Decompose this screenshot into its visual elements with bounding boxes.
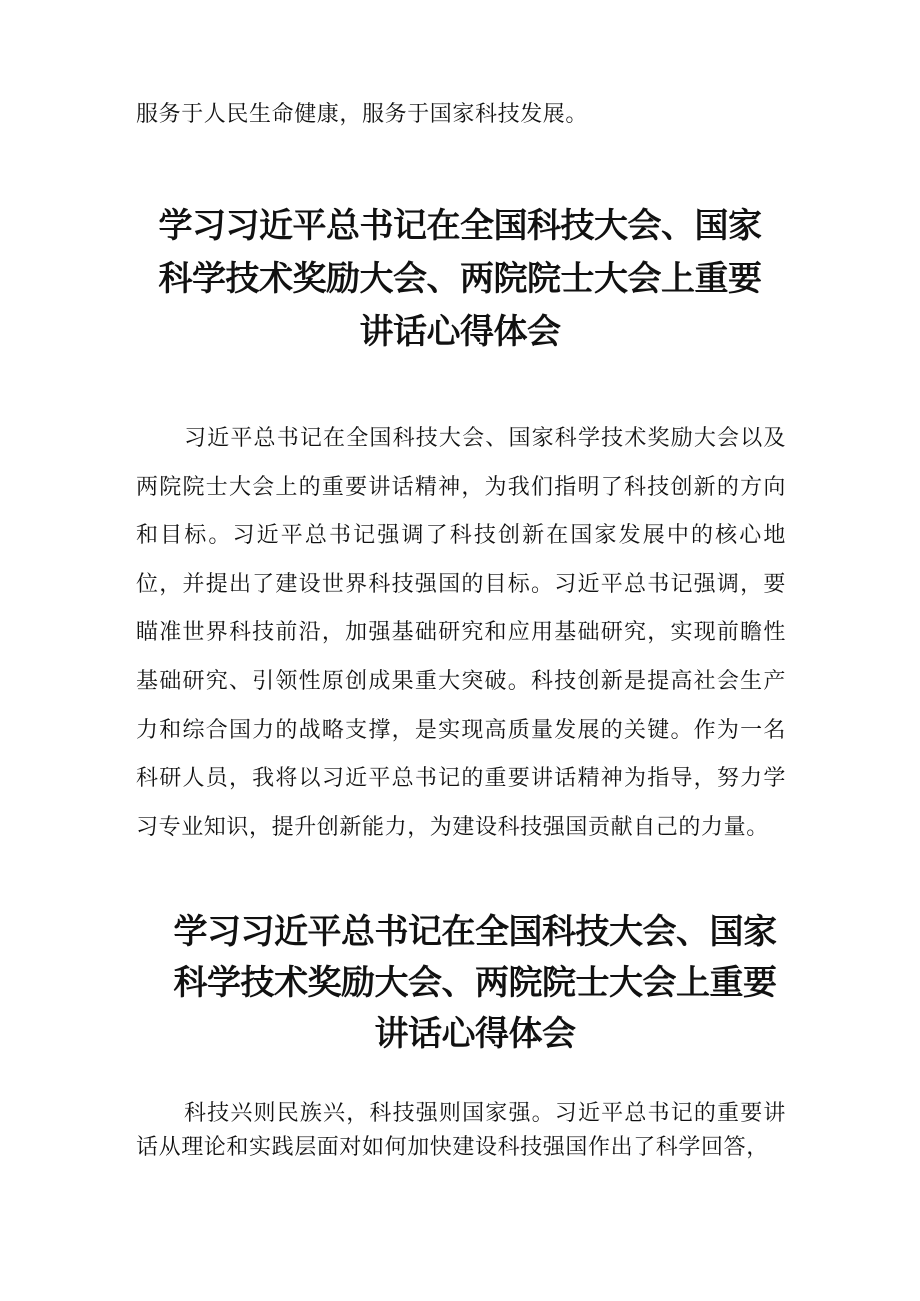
section-1-title bbox=[110, 200, 810, 359]
section-2-body: 科技兴则民族兴，科技强则国家强。习近平总书记的重要讲话从理论和实践层面对如何加快建设科技强国作出了科学回答， bbox=[136, 1101, 786, 1160]
section-2-title-line-2: 科学技术奖励大会、两院院士大会上重要 bbox=[173, 963, 777, 1003]
section-2-title-line-1: 学习习近平总书记在全国科技大会、国家 bbox=[173, 912, 777, 952]
section-1-body: 习近平总书记在全国科技大会、国家科学技术奖励大会以及两院院士大会上的重要讲话精神，为我们指明了科技创新的方向和目标。习近平总书记强调了科技创新在国家发展中的核心地位，并提出了建设世界科技强国的目标。习近平总书记强调，要瞄准世界科技前沿，加强基础研究和应用基础研究，实现前瞻性基础研究、引领性原创成果重大突破。科技创新是提高社会生产力和综合国力的战略支撑，是实现高质量发展的关键。作为一名科研人员，我将以习近平总书记的重要讲话精神为指导，努力学习专业知识，提升创新能力，为建设科技强国贡献自己的力量。 bbox=[136, 426, 786, 840]
section-2-title bbox=[125, 907, 825, 1060]
section-2-title-line-3: 讲话心得体会 bbox=[374, 1014, 576, 1054]
section-1-title-line-2: 科学技术奖励大会、两院院士大会上重要 bbox=[158, 259, 762, 299]
intro-paragraph: 服务于人民生命健康，服务于国家科技发展。 bbox=[136, 102, 589, 127]
section-1-title-line-1: 学习习近平总书记在全国科技大会、国家 bbox=[158, 206, 762, 246]
section-1-title-line-3: 讲话心得体会 bbox=[359, 312, 561, 352]
